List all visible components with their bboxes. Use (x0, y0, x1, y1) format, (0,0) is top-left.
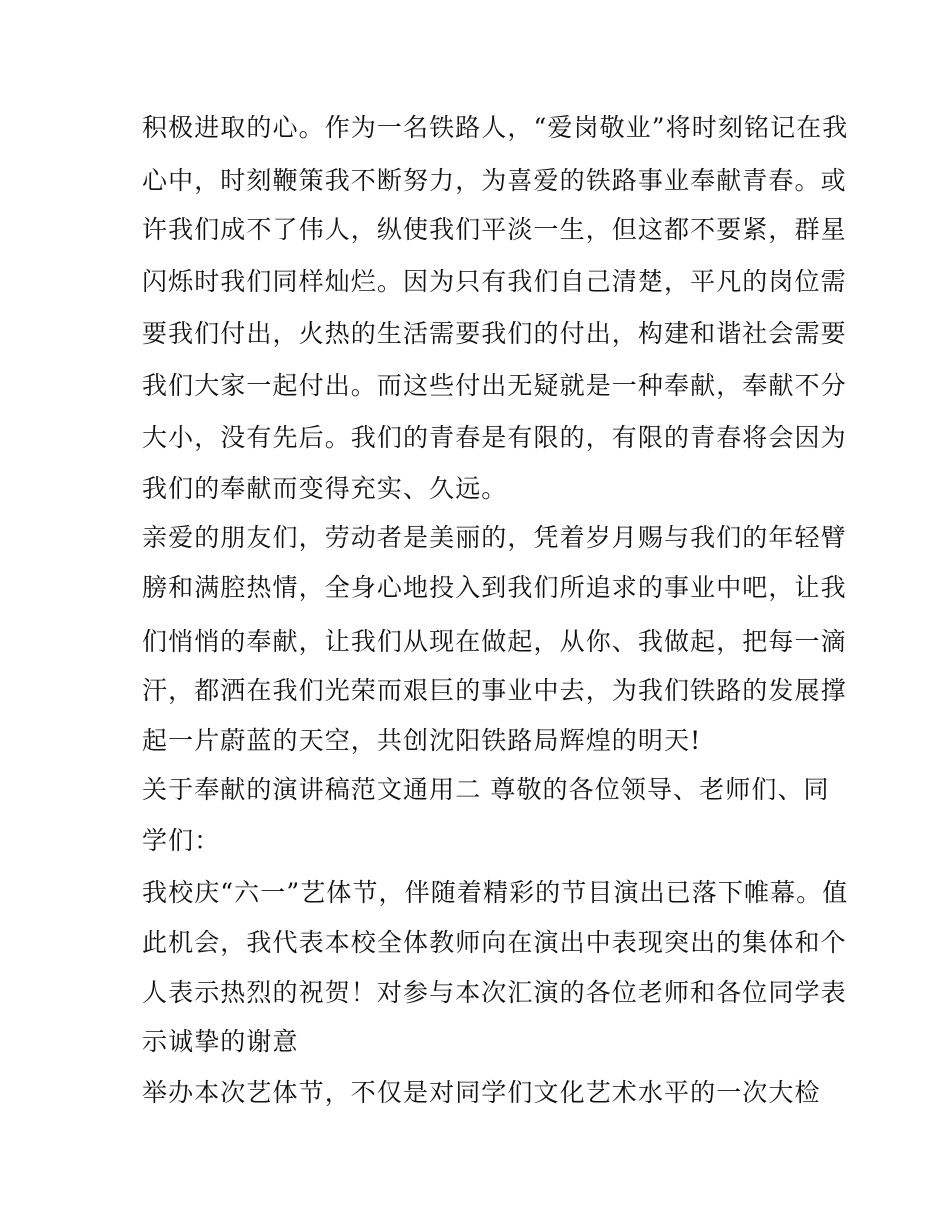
text-line: 膀和满腔热情，全身心地投入到我们所追求的事业中吧，让我 (142, 573, 847, 602)
text-line: 大小，没有先后。我们的青春是有限的，有限的青春将会因为 (142, 423, 847, 452)
text-line: 我们的奉献而变得充实、久远。 (142, 474, 508, 503)
text-line: 我校庆“六一”艺体节，伴随着精彩的节目演出已落下帷幕。值 (142, 878, 849, 907)
text-line: 此机会，我代表本校全体教师向在演出中表现突出的集体和个 (142, 928, 847, 957)
text-line: 示诚挚的谢意 (142, 1027, 299, 1056)
text-line: 许我们成不了伟人，纵使我们平淡一生，但这都不要紧，群星 (142, 215, 847, 244)
text-line: 举办本次艺体节，不仅是对同学们文化艺术水平的一次大检 (142, 1078, 821, 1107)
text-line: 我们大家一起付出。而这些付出无疑就是一种奉献，奉献不分 (142, 371, 847, 400)
text-line: 积极进取的心。作为一名铁路人，“爱岗敬业”将时刻铭记在我 (142, 113, 849, 142)
text-line: 心中，时刻鞭策我不断努力，为喜爱的铁路事业奉献青春。或 (142, 166, 847, 195)
text-line: 要我们付出，火热的生活需要我们的付出，构建和谐社会需要 (142, 319, 847, 348)
text-line: 关于奉献的演讲稿范文通用二 尊敬的各位领导、老师们、同 (142, 775, 830, 804)
text-line: 人表示热烈的祝贺！对参与本次汇演的各位老师和各位同学表 (142, 978, 847, 1007)
text-line: 起一片蔚蓝的天空，共创沈阳铁路局辉煌的明天! (142, 726, 702, 755)
text-line: 闪烁时我们同样灿烂。因为只有我们自己清楚，平凡的岗位需 (142, 267, 847, 296)
text-line: 亲爱的朋友们，劳动者是美丽的，凭着岁月赐与我们的年轻臂 (142, 523, 847, 552)
text-line: 学们： (142, 826, 221, 855)
text-line: 们悄悄的奉献，让我们从现在做起，从你、我做起，把每一滴 (142, 627, 847, 656)
text-line: 汗，都洒在我们光荣而艰巨的事业中去，为我们铁路的发展撑 (142, 676, 847, 705)
